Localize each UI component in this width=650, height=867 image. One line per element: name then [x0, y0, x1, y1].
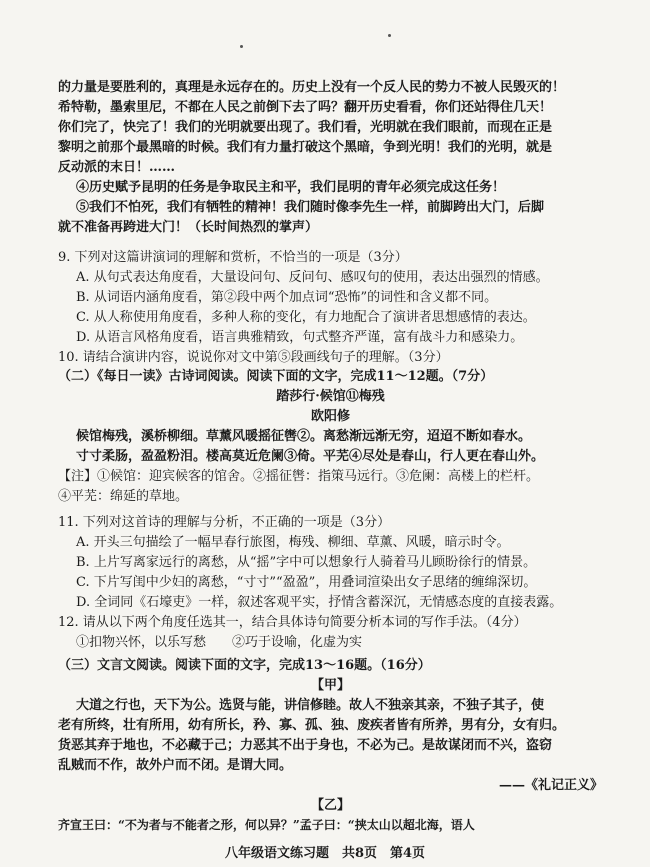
question-11-option: C. 下片写闺中少妇的离愁，“寸寸”“盈盈”，用叠词渲染出女子思绪的缠绵深切。 — [76, 575, 537, 590]
question-12-choices: ①扣物兴怀，以乐写愁 ②巧于设喻，化虚为实 — [76, 635, 363, 650]
text-jia-title: 【甲】 — [310, 678, 350, 693]
question-11 — [58, 513, 603, 653]
passage-line: 你们完了，快完了！我们的光明就要出现了。我们看，光明就在我们眼前，而现在正是 — [58, 120, 553, 135]
poem-note: 【注】①候馆：迎宾候客的馆舍。②摇征辔：指策马远行。③危阑：高楼上的栏杆。 — [58, 469, 540, 484]
text-yi-line: 齐宣王曰：“不为者与不能者之形，何以异？”孟子曰：“挟太山以超北海，语人 — [58, 818, 475, 832]
text-jia-line: 货恶其弃于地也，不必藏于己；力恶其不出于身也，不必为己。是故谋闭而不兴，盗窃 — [58, 738, 553, 753]
passage-line: 黎明之前那个最黑暗的时候。我们有力量打破这个黑暗，争到光明！我们的光明，就是 — [58, 140, 553, 155]
section-2-heading: （二）《每日一读》古诗词阅读。阅读下面的文字，完成11～12题。（7分） — [58, 369, 494, 384]
poem-note: ④平芜：绵延的草地。 — [58, 489, 189, 504]
poem-author: 欧阳修 — [310, 409, 350, 424]
question-9 — [58, 248, 603, 368]
section-3-heading: （三）文言文阅读。阅读下面的文字，完成13～16题。（16分） — [58, 658, 431, 673]
poetry-section — [58, 367, 603, 507]
text-jia-line: 老有所终，壮有所用，幼有所长，矜、寡、孤、独、废疾者皆有所养，男有分，女有归。 — [58, 718, 566, 733]
question-11-option: B. 上片写离家远行的离愁，从“摇”字中可以想象行人骑着马儿顾盼徐行的情景。 — [76, 555, 537, 570]
question-11-stem: 11. 下列对这首诗的理解与分析，不正确的一项是（3分） — [58, 515, 391, 530]
passage-line: 反动派的末日！…… — [58, 160, 176, 175]
question-9-option: A. 从句式表达角度看，大量设问句、反问句、感叹句的使用，表达出强烈的情感。 — [76, 270, 549, 285]
question-11-option: A. 开头三句描绘了一幅早春行旅图，梅残、柳细、草薰、风暖，暗示时令。 — [76, 535, 510, 550]
classical-chinese-section — [58, 656, 603, 796]
question-12-stem: 12. 请从以下两个角度任选其一，结合具体诗句简要分析本词的写作手法。（4分） — [58, 615, 527, 630]
paragraph-4: ④历史赋予昆明的任务是争取民主和平，我们昆明的青年必须完成这任务！ — [76, 180, 506, 195]
text-jia-line: 乱贼而不作，故外户而不闭。是谓大同。 — [58, 758, 293, 773]
passage-line: 希特勒，墨索里尼，不都在人民之前倒下去了吗？翻开历史看看，你们还站得住几天！ — [58, 100, 553, 115]
question-9-option: B. 从词语内涵角度看，第②段中两个加点词“恐怖”的词性和含义都不同。 — [76, 290, 498, 305]
page-footer: 八年级语文练习题 共8页 第4页 — [224, 846, 426, 861]
speck-mark — [240, 45, 243, 48]
question-10: 10. 请结合演讲内容，说说你对文中第⑤段画线句子的理解。（3分） — [58, 350, 449, 365]
poem-line: 寸寸柔肠，盈盈粉泪。楼高莫近危阑③倚。平芜④尽处是春山，行人更在春山外。 — [76, 449, 545, 464]
question-9-stem: 9. 下列对这篇讲演词的理解和赏析，不恰当的一项是（3分） — [58, 250, 408, 265]
poem-title: 踏莎行·候馆⑪梅残 — [276, 389, 385, 404]
text-jia-source: ——《礼记正义》 — [498, 778, 603, 793]
speech-passage — [58, 78, 603, 238]
question-9-option: D. 从语言风格角度看，语言典雅精致，句式整齐严谨，富有战斗力和感染力。 — [76, 330, 524, 345]
question-9-option: C. 从人称使用角度看，多种人称的变化，有力地配合了演讲者思想感情的表达。 — [76, 310, 536, 325]
paragraph-5-line: ⑤我们不怕死，我们有牺牲的精神！我们随时像李先生一样，前脚跨出大门，后脚 — [76, 200, 545, 215]
poem-line: 候馆梅残，溪桥柳细。草薰风暖摇征辔②。离愁渐远渐无穷，迢迢不断如春水。 — [76, 429, 532, 444]
question-11-option: D. 全词同《石壕吏》一样，叙述客观平实，抒情含蓄深沉，无情感态度的直接表露。 — [76, 595, 563, 610]
text-yi — [58, 796, 603, 816]
text-yi-title: 【乙】 — [310, 798, 350, 813]
paragraph-5-line: 就不准备再跨进大门！（长时间热烈的掌声） — [58, 220, 319, 235]
text-yi-overflow — [58, 816, 603, 834]
text-jia-line: 大道之行也，天下为公。选贤与能，讲信修睦。故人不独亲其亲，不独子其子，使 — [76, 698, 545, 713]
speck-mark — [388, 34, 391, 37]
passage-line: 的力量是要胜利的，真理是永远存在的。历史上没有一个反人民的势力不被人民毁灭的！ — [58, 80, 566, 95]
